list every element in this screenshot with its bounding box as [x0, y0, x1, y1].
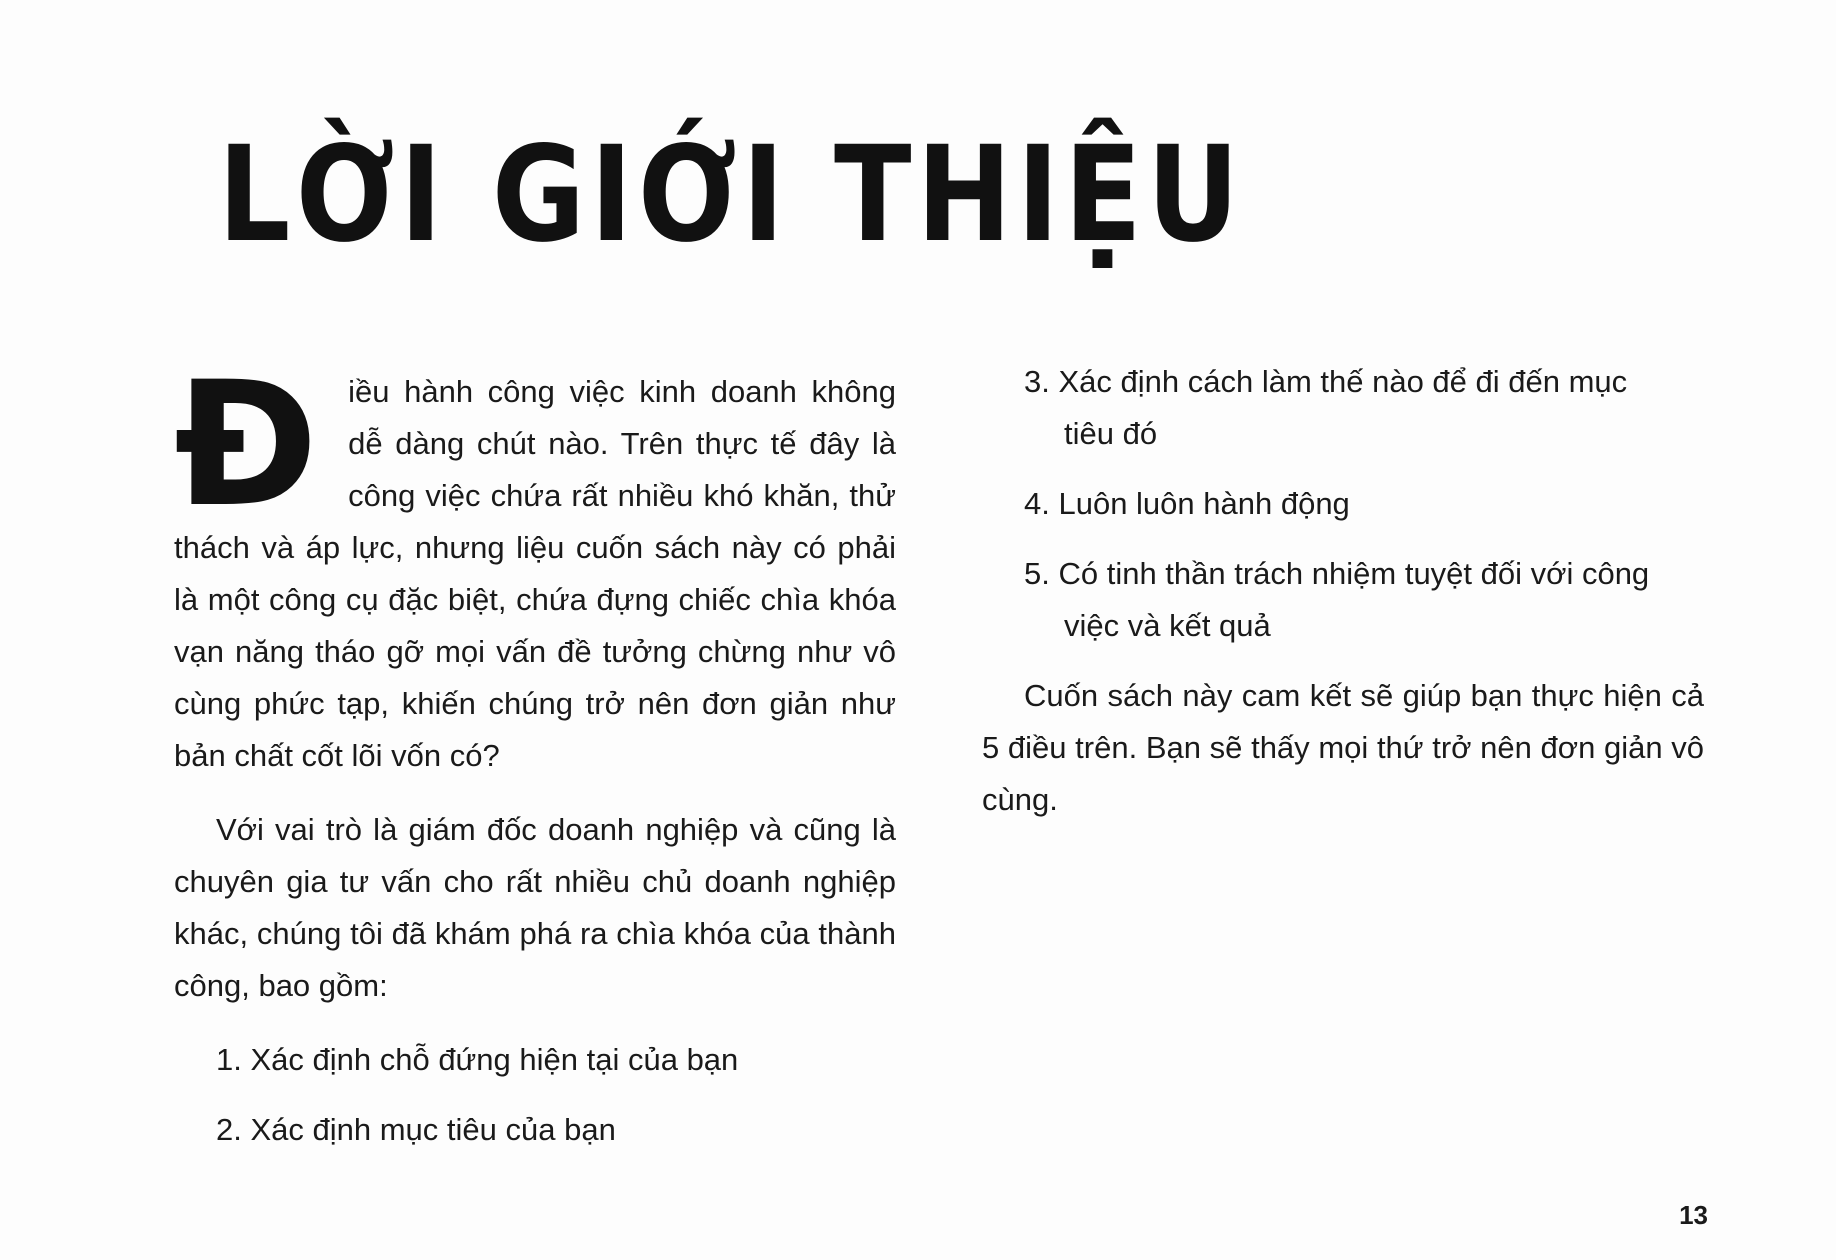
right-column — [982, 356, 1704, 826]
list-item-5-line-1: 5. Có tinh thần trách nhiệm tuyệt đối với công — [1024, 556, 1650, 591]
intro-paragraph-text: iều hành công việc kinh doanh không dễ dàng chút nào. Trên thực tế đây là công việc chứa rất nhiều khó khăn, thử thách và áp lực, nhưng liệu cuốn sách này có phải là một công cụ đặc biệt, chứa đựng chiếc chìa khóa vạn năng tháo gỡ mọi vấn đề tưởng chừng như vô cùng phức tạp, khiến chúng trở nên đơn giản như bản chất cốt lõi vốn có? — [174, 374, 896, 773]
page-number: 13 — [1679, 1200, 1708, 1230]
list-item-1: 1. Xác định chỗ đứng hiện tại của bạn — [216, 1042, 739, 1077]
left-column — [174, 344, 896, 1156]
closing-paragraph: Cuốn sách này cam kết sẽ giúp bạn thực hiện cả 5 điều trên. Bạn sẽ thấy mọi thứ trở nên đơn giản vô cùng. — [982, 678, 1704, 817]
list-item-2: 2. Xác định mục tiêu của bạn — [216, 1112, 616, 1147]
page-title: LỜI GIỚI THIỆU — [218, 118, 1245, 272]
role-paragraph: Với vai trò là giám đốc doanh nghiệp và cũng là chuyên gia tư vấn cho rất nhiều chủ doanh nghiệp khác, chúng tôi đã khám phá ra chìa khóa của thành công, bao gồm: — [174, 812, 896, 1003]
drop-cap: Đ — [174, 344, 319, 545]
list-item-5-line-2: việc và kết quả — [1064, 608, 1271, 643]
list-item-3 — [982, 356, 1704, 460]
intro-paragraph — [174, 344, 896, 782]
list-item-5 — [982, 548, 1704, 652]
list-item-4: 4. Luôn luôn hành động — [1024, 486, 1350, 521]
list-item-3-line-1: 3. Xác định cách làm thế nào để đi đến mục — [1024, 364, 1628, 399]
list-item-3-line-2: tiêu đó — [1064, 416, 1158, 451]
